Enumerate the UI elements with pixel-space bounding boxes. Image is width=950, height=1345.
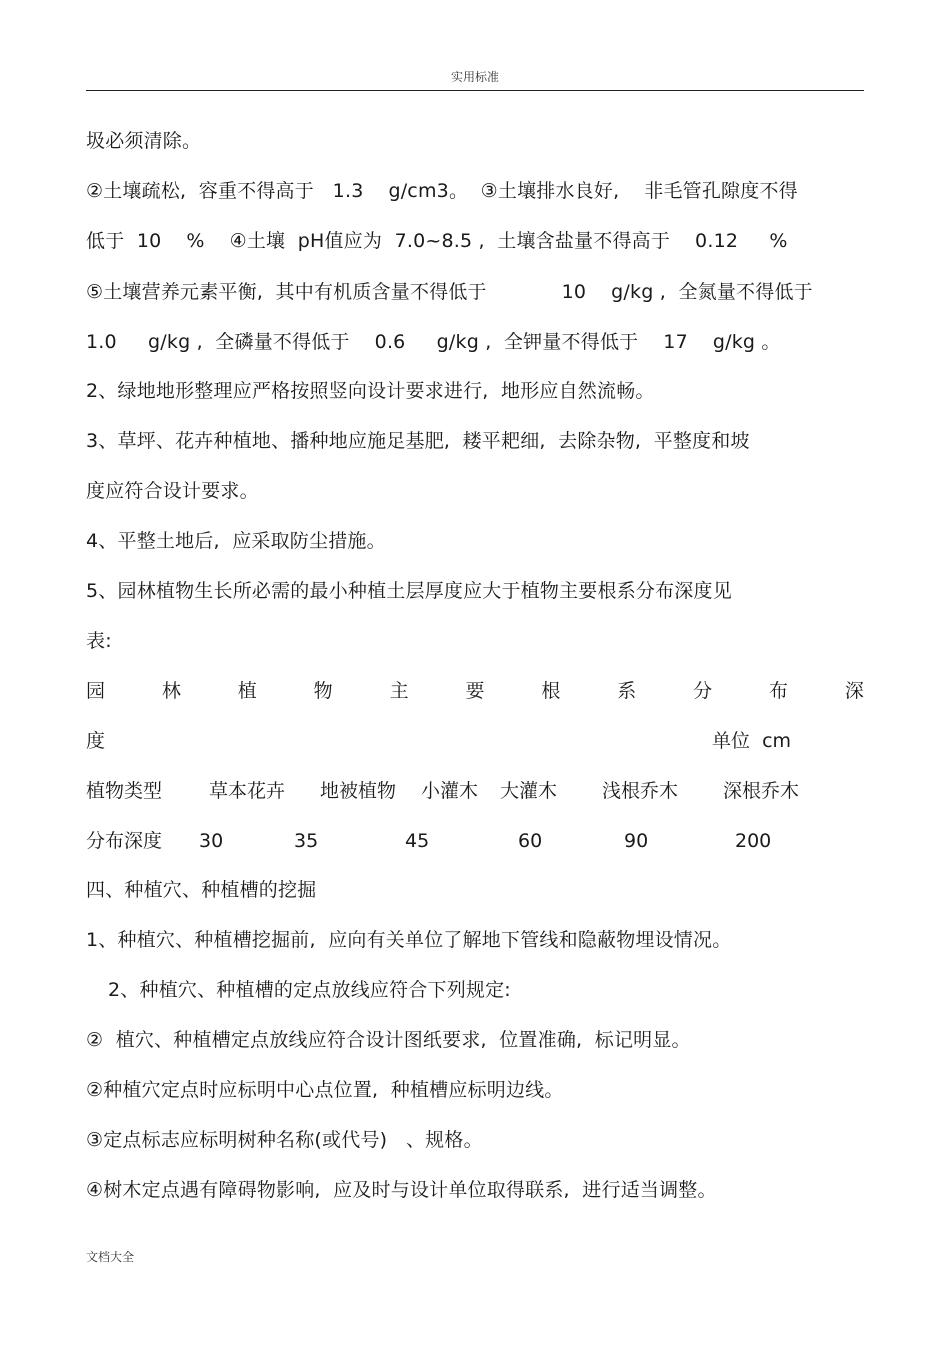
table-title-char: 根 (541, 680, 561, 702)
table-title-char: 主 (389, 680, 409, 702)
text-line: ④树木定点遇有障碍物影响, 应及时与设计单位取得联系, 进行适当调整。 (86, 1179, 717, 1201)
table-header-cell: 浅根乔木 (602, 780, 679, 802)
text-line: ②种植穴定点时应标明中心点位置, 种植槽应标明边线。 (86, 1079, 564, 1101)
text-line: ③定点标志应标明树种名称(或代号) 、规格。 (86, 1129, 483, 1151)
table-cell: 200 (735, 830, 772, 852)
text-line: 5、园林植物生长所必需的最小种植土层厚度应大于植物主要根系分布深度见 (86, 580, 732, 602)
section-heading: 四、种植穴、种植槽的挖掘 (86, 879, 317, 901)
table-title-char: 要 (465, 680, 485, 702)
header-divider (86, 90, 864, 91)
text-line: 表: (86, 630, 112, 652)
table-title-tail: 度 (86, 730, 106, 752)
table-title-char: 园 (86, 680, 106, 702)
text-line: 低于 10 % ④土壤 pH值应为 7.0~8.5 , 土壤含盐量不得高于 0.12 % (86, 230, 788, 252)
table-title-char: 林 (161, 680, 181, 702)
text-line: 圾必须清除。 (86, 130, 202, 152)
text-line: ② 植穴、种植槽定点放线应符合设计图纸要求, 位置准确, 标记明显。 (86, 1029, 691, 1051)
text-line: 2、种植穴、种植槽的定点放线应符合下列规定: (108, 979, 511, 1001)
table-title-char: 物 (313, 680, 333, 702)
table-cell: 45 (405, 830, 430, 852)
table-cell: 分布深度 (86, 830, 163, 852)
table-title-char: 植 (237, 680, 257, 702)
table-header-cell: 大灌木 (500, 780, 558, 802)
table-cell: 90 (624, 830, 649, 852)
table-header-cell: 地被植物 (320, 780, 397, 802)
table-title-char: 系 (617, 680, 637, 702)
table-header-cell: 草本花卉 (209, 780, 286, 802)
text-line: 4、平整土地后, 应采取防尘措施。 (86, 530, 386, 552)
table-cell: 60 (518, 830, 543, 852)
table-title-char: 布 (769, 680, 789, 702)
page-header: 实用标准 (450, 70, 499, 84)
text-line: 2、绿地地形整理应严格按照竖向设计要求进行, 地形应自然流畅。 (86, 380, 655, 402)
text-line: ⑤土壤营养元素平衡, 其中有机质含量不得低于 10 g/kg , 全氮量不得低于 (86, 281, 813, 303)
table-header-cell: 深根乔木 (723, 780, 800, 802)
text-line: 1、种植穴、种植槽挖掘前, 应向有关单位了解地下管线和隐蔽物埋设情况。 (86, 929, 732, 951)
page-footer: 文档大全 (86, 1250, 135, 1264)
text-line: 3、草坪、花卉种植地、播种地应施足基肥, 耧平耙细, 去除杂物, 平整度和坡 (86, 430, 750, 452)
table-cell: 35 (294, 830, 319, 852)
table-title-char: 深 (844, 680, 864, 702)
text-line: ②土壤疏松, 容重不得高于 1.3 g/cm3。 ③土壤排水良好, 非毛管孔隙度不得 (86, 180, 798, 202)
table-cell: 30 (199, 830, 224, 852)
text-line: 度应符合设计要求。 (86, 480, 259, 502)
table-unit: 单位 cm (712, 730, 792, 752)
text-line: 1.0 g/kg , 全磷量不得低于 0.6 g/kg , 全钾量不得低于 17 g/kg 。 (86, 331, 781, 353)
table-title (86, 679, 864, 703)
table-title-char: 分 (693, 680, 713, 702)
table-header-cell: 小灌木 (421, 780, 479, 802)
table-header-cell: 植物类型 (86, 780, 163, 802)
